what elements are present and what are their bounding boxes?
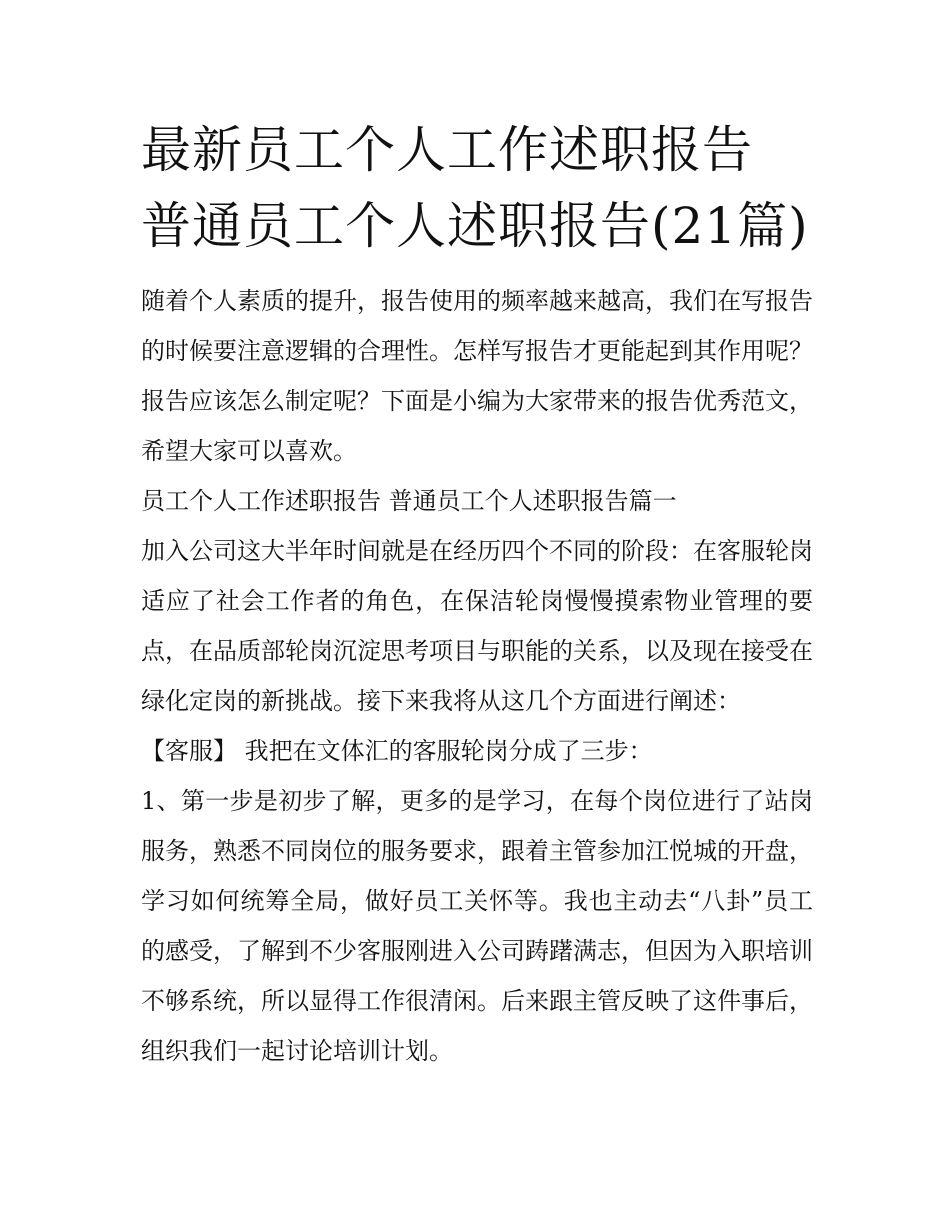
section-heading: 员工个人工作述职报告 普通员工个人述职报告篇一: [141, 487, 677, 515]
document-title: 最新员工个人工作述职报告 普通员工个人述职报告(21篇): [141, 121, 809, 255]
paragraph-customer-service: 【客服】 我把在文体汇的客服轮岗分成了三步：: [141, 737, 653, 765]
paragraph-step-one: 1、第一步是初步了解，更多的是学习，在每个岗位进行了站岗服务，熟悉不同岗位的服务要求，跟着主管参加江悦城的开盘，学习如何统筹全局，做好员工关怀等。我也主动去“八卦”员工的感受，了解到不少客服刚进入公司踌躇满志，但因为入职培训不够系统，所以显得工作很清闲。后来跟主管反映了这件事后，组织我们一起讨论培训计划。: [141, 787, 813, 1065]
paragraph-intro: 随着个人素质的提升，报告使用的频率越来越高，我们在写报告的时候要注意逻辑的合理性。怎样写报告才更能起到其作用呢？报告应该怎么制定呢？下面是小编为大家带来的报告优秀范文，希望大家可以喜欢。: [141, 287, 813, 465]
document-page: [141, 112, 813, 1076]
paragraph-overview: 加入公司这大半年时间就是在经历四个不同的阶段：在客服轮岗适应了社会工作者的角色，在保洁轮岗慢慢摸索物业管理的要点，在品质部轮岗沉淀思考项目与职能的关系，以及现在接受在绿化定岗的新挑战。接下来我将从这几个方面进行阐述：: [141, 537, 813, 715]
